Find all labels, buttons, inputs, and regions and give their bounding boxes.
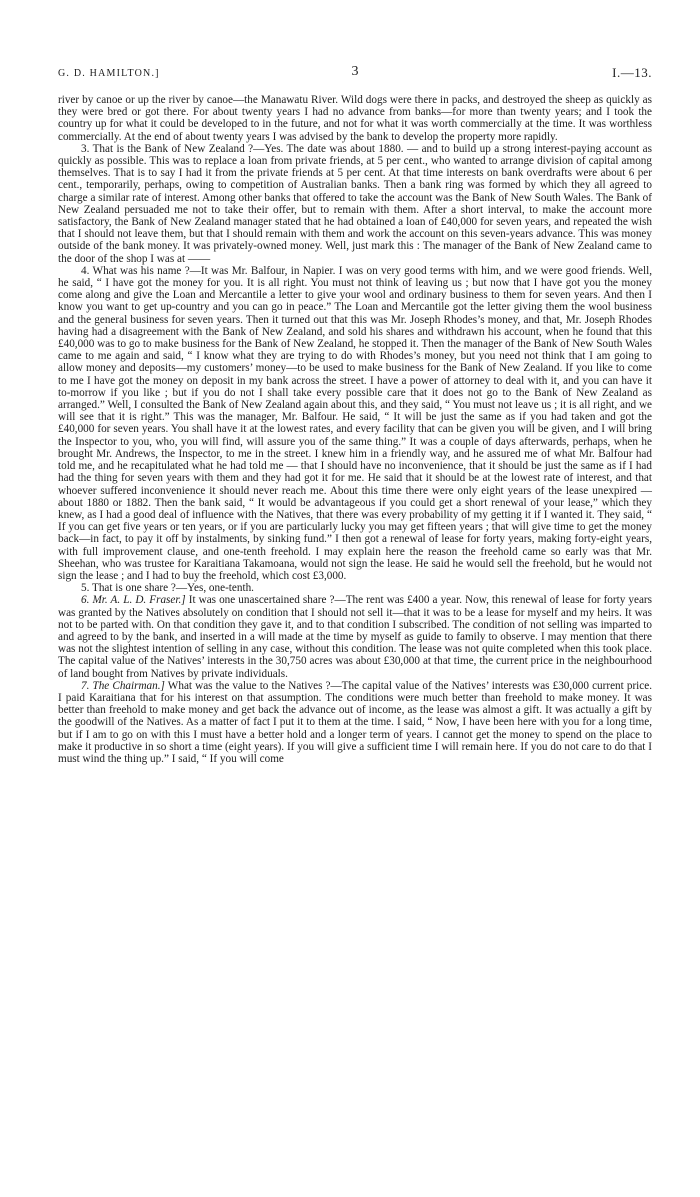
paragraph-question-5: 5. That is one share ?—Yes, one-tenth. <box>81 582 254 595</box>
paragraph-question-4: 4. What was his name ?—It was Mr. Balfour, in Napier. I was on very good terms with him, and we were good friends. Well, he said, “ I have got the money for you. It is all right. You must not think of leaving us ; but now that I have got you the money come along and give the Loan and Mercantile a letter to give your wool and ordinary business to them for seven years. And then I know you want to get up-country and you can go in peace.” The Loan and Mercantile got the letter giving them the wool business and the general business for seven years. Then it turned out that this was Mr. Joseph Rhodes’s money, and that, Mr. Joseph Rhodes having had a disagreement with the Bank of New Zealand, and sold his shares and withdrawn his account, when he found that this £40,000 was to go to make business for the Bank of New Zealand, he stopped it. Then the manager of the Bank of New South Wales came to me again and said, “ I know what they are trying to do with Rhodes’s money, but you need not think that I am going to allow money and deposits—my customers’ money—to be used to make business for the Bank of New Zealand. If you like to come to me I have got the money on deposit in my bank across the street. I have a power of attorney to deal with it, and you can have it to-morrow if you like ; but if you do not I shall take every possible care that it does not go to the Bank of New Zealand as arranged.” Well, I consulted the Bank of New Zealand again about this, and they said, “ You must not leave us ; it is all right, and we will see that it is right.” This was the manager, Mr. Balfour. He said, “ It will be just the same as if you had taken and got the £40,000 for seven years. You shall have it at the lowest rates, and every facility that can be given you will be given, and I will bring the Inspector to you, who, you will find, will assure you of the same thing.” It was a couple of days afterwards, perhaps, when he brought Mr. Andrews, the Inspector, to me in the street. I knew him in a friendly way, and he assured me of what Mr. Balfour had told me, and he recapitulated what he had told me — that I should have no inconvenience, that it should be just the same as if I had had the thing for seven years with them and they had got it for me. He said that it should be at the lowest rate of interest, and that whoever suffered inconvenience it should never reach me. About this time there were only eight years of the lease unexpired — about 1880 or 1882. Then the bank said, “ It would be advantageous if you could get a short renewal of your lease,” which they knew, as I had a good deal of influence with the Natives, that there was every probability of my getting it if I wanted it. They said, “ If you can get five years or ten years, or if you are particularly lucky you may get fifteen years ; that will give time to get the money back—in fact, to pay it off by instalments, by sinking fund.” I then got a renewal of lease for forty years, making forty-eight years, with full improvement clause, and one-tenth freehold. I may explain here the reason the freehold came so early was that Mr. Sheehan, who was trustee for Karaitiana Takamoana, would not sign the lease. He said he would sell the freehold, but he would not sign the lease ; and I had to buy the freehold, which cost £3,000. <box>58 264 652 582</box>
paragraph-text: What was the value to the Natives ?—The capital value of the Natives’ interests was £30,000 current price. I paid Karaitiana that for his interest on that assumption. The conditions were much better than freehold to make money. It was better than freehold to make money and get back the advance out of income, as the lease was almost a gift. It was actually a gift by the goodwill of the Natives. As a matter of fact I put it to them at the time. I said, “ Now, I have been here with you for a long time, but if I am to go on with this I must have a better hold and a longer term of years. I cannot get the money to spend on the place to make it productive in so short a time (eight years). If you will give a sufficient time I will remain here. If you do not care to do that I must wind the thing up.” I said, “ If you will come <box>58 679 653 765</box>
document-reference: I.—13. <box>612 65 652 80</box>
speaker-label: 6. Mr. A. L. D. Fraser.] <box>81 594 186 607</box>
paragraph-question-6 <box>58 594 652 679</box>
page-number: 3 <box>351 64 359 79</box>
document-page <box>58 60 652 765</box>
document-body <box>58 94 652 765</box>
paragraph-continued: river by canoe or up the river by canoe—the Manawatu River. Wild dogs were there in packs, and destroyed the sheep as quickly as they were bred or got there. For about twenty years I had no advance from banks—for more than twenty years; and I took the country up for what it could be developed to in the future, and not for what it was worth commercially at the time. It was worthless commercially. At the end of about twenty years I was advised by the bank to develop the property more rapidly. <box>58 94 652 143</box>
running-head-author: G. D. HAMILTON.] <box>58 68 160 79</box>
paragraph-text: It was one unascertained share ?—The rent was £400 a year. Now, this renewal of lease for forty years was granted by the Natives absolutely on condition that I should not sell it—that it was to be a lease for myself and my heirs. It was not to be parted with. On that condition they gave it, and to that condition I subscribed. The condition of not selling was imparted to and agreed to by the bank, and inserted in a will made at the time by myself as guide to family to observe. I may mention that there was not the slightest intention of selling in any case, without this condition. The lease was not quite completed when this took place. The capital value of the Natives’ interests in the 30,750 acres was about £30,000 at that time, the current price in the neighbourhood of land bought from Natives by private individuals. <box>58 594 653 680</box>
page-header <box>58 60 652 82</box>
paragraph-question-7 <box>58 680 652 765</box>
speaker-label: 7. The Chairman.] <box>81 679 165 692</box>
paragraph-question-3: 3. That is the Bank of New Zealand ?—Yes. The date was about 1880. — and to build up a strong interest-paying account as quickly as possible. This was to replace a loan from private friends, at 5 per cent., who wanted to arrange division of capital among themselves. That is to say I had it from the private friends at 5 per cent. At that time interests on bank overdrafts were about 6 per cent., temporarily, perhaps, owing to competition of Australian banks. Then a bank ring was formed by which they all agreed to charge a similar rate of interest. Among other banks that offered to take the account was the Bank of New South Wales. The Bank of New Zealand persuaded me not to take their offer, but to remain with them. After a short interval, to make the account more satisfactory, the Bank of New Zealand manager stated that he had obtained a loan of £40,000 for seven years, and repeated the wish that I should not leave them, but that I should remain with them and work the account on this seven-years advance. This was money outside of the bank money. It was privately-owned money. Well, just mark this : The manager of the Bank of New Zealand came to the door of the shop I was at —— <box>58 142 652 265</box>
